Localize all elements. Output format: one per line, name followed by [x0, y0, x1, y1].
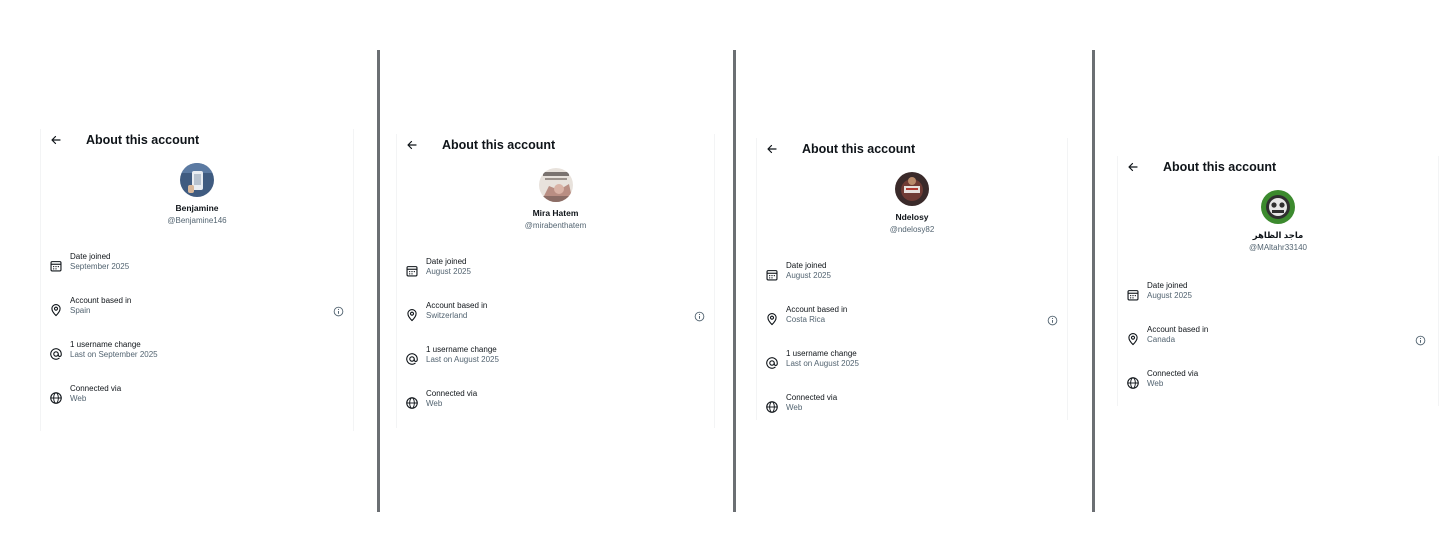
connected-via-label: Connected via: [1147, 369, 1199, 378]
connected-via-label: Connected via: [786, 393, 838, 402]
globe-icon: [1126, 376, 1140, 390]
account-based-in-row: [41, 296, 353, 340]
account-based-in-label: Account based in: [70, 296, 132, 305]
page-title: About this account: [1163, 160, 1277, 174]
back-arrow-icon[interactable]: [405, 138, 419, 152]
page-title: About this account: [86, 133, 200, 147]
avatar[interactable]: [895, 172, 929, 206]
date-joined-label: Date joined: [70, 252, 111, 261]
username-change-row: [41, 340, 353, 384]
username-change-label: 1 username change: [70, 340, 141, 349]
account-based-in-label: Account based in: [426, 301, 488, 310]
account-based-in-value: Spain: [70, 306, 91, 315]
panel-header: [41, 129, 353, 151]
username-change-label: 1 username change: [426, 345, 497, 354]
account-based-in-value: Canada: [1147, 335, 1176, 344]
username-change-value: Last on August 2025: [426, 355, 499, 364]
info-icon[interactable]: [333, 304, 344, 315]
about-account-panel-mira-hatem: [396, 134, 715, 428]
location-pin-icon: [765, 312, 779, 326]
date-joined-value: August 2025: [426, 267, 471, 276]
globe-icon: [49, 391, 63, 405]
about-account-panel-ndelosy: [756, 138, 1068, 420]
connected-via-row: [1118, 369, 1438, 413]
account-based-in-value: Switzerland: [426, 311, 468, 320]
location-pin-icon: [49, 303, 63, 317]
panel-header: [397, 134, 714, 156]
back-arrow-icon[interactable]: [49, 133, 63, 147]
date-joined-label: Date joined: [426, 257, 467, 266]
info-icon[interactable]: [1415, 333, 1426, 344]
page-title: About this account: [442, 138, 556, 152]
connected-via-value: Web: [786, 403, 803, 412]
globe-icon: [405, 396, 419, 410]
username-change-row: [757, 349, 1067, 393]
connected-via-value: Web: [70, 394, 87, 403]
at-sign-icon: [765, 356, 779, 370]
date-joined-value: August 2025: [1147, 291, 1192, 300]
at-sign-icon: [405, 352, 419, 366]
profile-summary: [757, 172, 1067, 235]
location-pin-icon: [1126, 332, 1140, 346]
connected-via-row: [41, 384, 353, 428]
user-handle: @MAltahr33140: [1249, 243, 1307, 252]
username-change-value: Last on September 2025: [70, 350, 158, 359]
account-based-in-row: [757, 305, 1067, 349]
avatar[interactable]: [539, 168, 573, 202]
panel-divider: [1092, 50, 1095, 512]
date-joined-value: September 2025: [70, 262, 130, 271]
date-joined-label: Date joined: [1147, 281, 1188, 290]
at-sign-icon: [49, 347, 63, 361]
user-handle: @ndelosy82: [889, 225, 935, 234]
profile-summary: [41, 163, 353, 226]
avatar[interactable]: [1261, 190, 1295, 224]
info-icon[interactable]: [694, 309, 705, 320]
date-joined-row: [757, 261, 1067, 305]
page-title: About this account: [802, 142, 916, 156]
display-name: Ndelosy: [895, 212, 929, 222]
display-name: Mira Hatem: [532, 208, 579, 218]
location-pin-icon: [405, 308, 419, 322]
date-joined-value: August 2025: [786, 271, 831, 280]
profile-summary: [1118, 190, 1438, 253]
username-change-value: Last on August 2025: [786, 359, 859, 368]
about-account-panel-benjamine: [40, 129, 354, 431]
calendar-icon: [765, 268, 779, 282]
back-arrow-icon[interactable]: [1126, 160, 1140, 174]
date-joined-row: [397, 257, 714, 301]
account-based-in-value: Costa Rica: [786, 315, 826, 324]
connected-via-label: Connected via: [426, 389, 478, 398]
account-based-in-label: Account based in: [786, 305, 848, 314]
date-joined-row: [1118, 281, 1438, 325]
account-based-in-row: [397, 301, 714, 345]
panel-divider: [377, 50, 380, 512]
username-change-row: [397, 345, 714, 389]
panel-divider: [733, 50, 736, 512]
display-name: Benjamine: [175, 203, 219, 213]
avatar[interactable]: [180, 163, 214, 197]
panel-header: [757, 138, 1067, 160]
calendar-icon: [405, 264, 419, 278]
connected-via-label: Connected via: [70, 384, 122, 393]
user-handle: @Benjamine146: [167, 216, 227, 225]
connected-via-row: [397, 389, 714, 433]
display-name: ماجد الظاهر: [1252, 230, 1304, 240]
globe-icon: [765, 400, 779, 414]
date-joined-row: [41, 252, 353, 296]
connected-via-row: [757, 393, 1067, 437]
date-joined-label: Date joined: [786, 261, 827, 270]
calendar-icon: [1126, 288, 1140, 302]
account-based-in-label: Account based in: [1147, 325, 1209, 334]
info-icon[interactable]: [1047, 313, 1058, 324]
connected-via-value: Web: [426, 399, 443, 408]
account-based-in-row: [1118, 325, 1438, 369]
panel-header: [1118, 156, 1438, 178]
back-arrow-icon[interactable]: [765, 142, 779, 156]
calendar-icon: [49, 259, 63, 273]
about-account-panel-majed: [1117, 156, 1439, 406]
connected-via-value: Web: [1147, 379, 1164, 388]
username-change-label: 1 username change: [786, 349, 857, 358]
profile-summary: [397, 168, 714, 231]
user-handle: @mirabenthatem: [524, 221, 587, 230]
